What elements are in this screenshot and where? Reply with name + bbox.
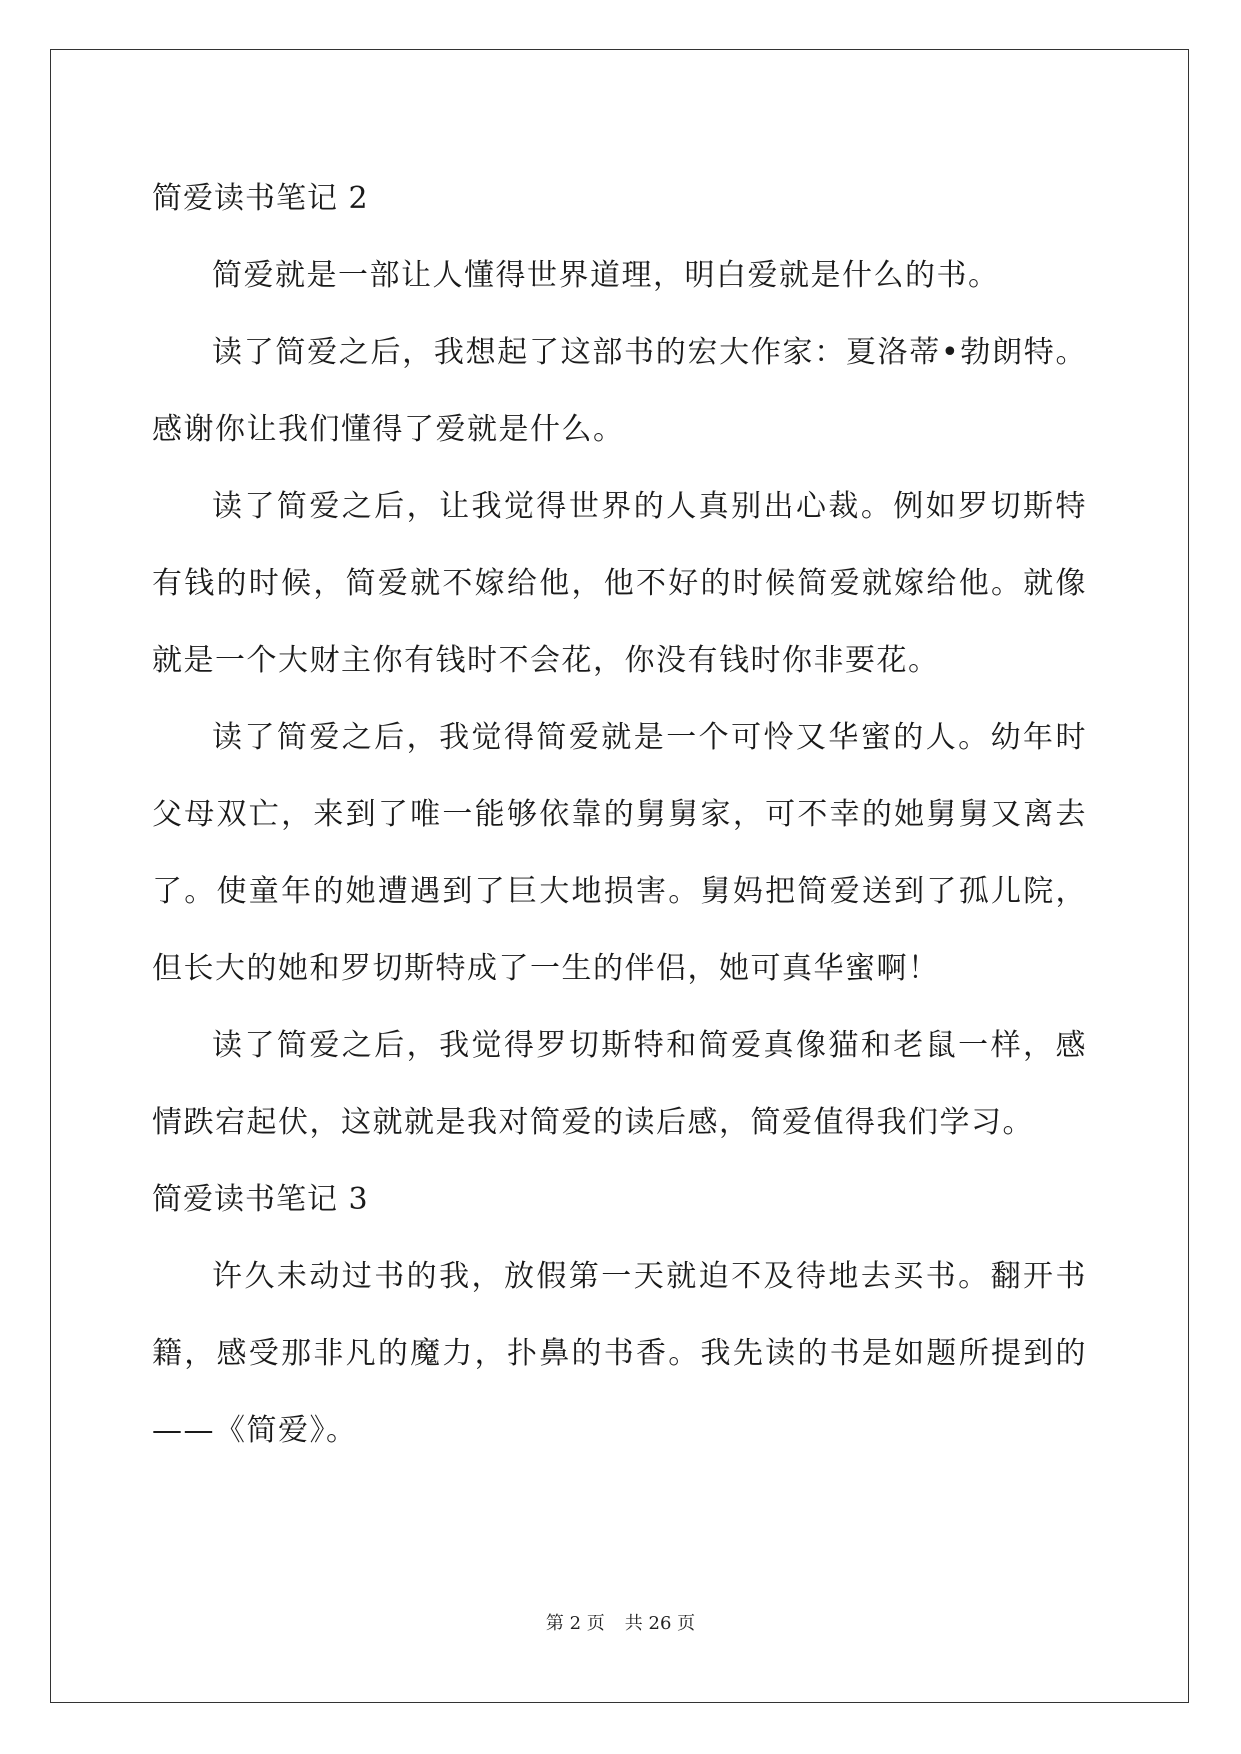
section-heading: 简爱读书笔记 3: [152, 1182, 369, 1217]
paragraph: 许久未动过书的我，放假第一天就迫不及待地去买书。翻开书籍，感受那非凡的魔力，扑鼻的书香。我先读的书是如题所提到的——《简爱》。: [152, 1259, 1087, 1448]
page-number: 第 2 页: [545, 1613, 605, 1634]
document-body: [152, 160, 1087, 1469]
paragraph: 简爱就是一部让人懂得世界道理，明白爱就是什么的书。: [212, 258, 1000, 293]
page-total: 共 26 页: [624, 1613, 696, 1634]
page-footer: [0, 1612, 1241, 1636]
paragraph: 读了简爱之后，让我觉得世界的人真别出心裁。例如罗切斯特有钱的时候，简爱就不嫁给他，他不好的时候简爱就嫁给他。就像就是一个大财主你有钱时不会花，你没有钱时你非要花。: [152, 489, 1087, 678]
paragraph: 读了简爱之后，我觉得罗切斯特和简爱真像猫和老鼠一样，感情跌宕起伏，这就就是我对简爱的读后感，简爱值得我们学习。: [152, 1028, 1087, 1140]
paragraph: 读了简爱之后，我想起了这部书的宏大作家：夏洛蒂•勃朗特。感谢你让我们懂得了爱就是什么。: [152, 335, 1087, 447]
section-heading: 简爱读书笔记 2: [152, 181, 369, 216]
paragraph: 读了简爱之后，我觉得简爱就是一个可怜又华蜜的人。幼年时父母双亡，来到了唯一能够依靠的舅舅家，可不幸的她舅舅又离去了。使童年的她遭遇到了巨大地损害。舅妈把简爱送到了孤儿院，但长大的她和罗切斯特成了一生的伴侣，她可真华蜜啊！: [152, 720, 1087, 986]
